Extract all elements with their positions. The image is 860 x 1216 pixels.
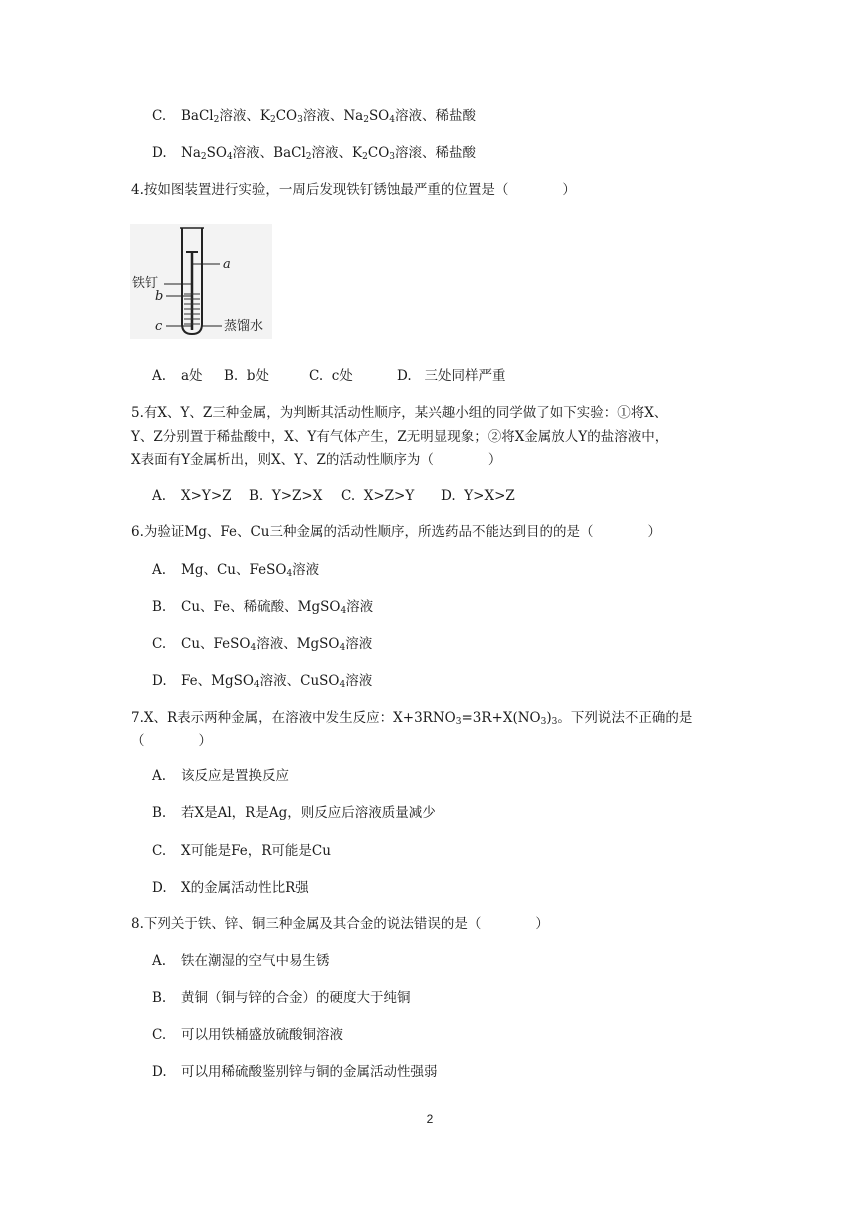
q8-stem: 8.下列关于铁、锌、铜三种金属及其合金的说法错误的是（ ） (131, 916, 549, 932)
q6-option-d: D. Fe、MgSO$_4$溶液、CuSO$_4$溶液 (152, 673, 373, 690)
q5-options (152, 486, 515, 506)
q5-stem-line-1: 5.有X、Y、Z三种金属，为判断其活动性顺序，某兴趣小组的同学做了如下实验：①将X、 (131, 405, 668, 421)
label-nail: 铁钉 (132, 276, 159, 291)
q7-option-a: A. 该反应是置换反应 (152, 768, 289, 784)
q5-option-c: C. X>Z>Y (341, 488, 415, 504)
q4-option-a: A. a处 (152, 368, 203, 384)
q7-option-b: B. 若X是Al，R是Ag，则反应后溶液质量减少 (152, 805, 436, 821)
q5-stem-line-3: X表面有Y金属析出，则X、Y、Z的活动性顺序为（ ） (131, 452, 502, 468)
q7-stem-line-1: 7.X、R表示两种金属，在溶液中发生反应：$X+3RNO_3=3R+X(NO_3)_3$。下列说法不正确的是 (131, 710, 693, 727)
q8-option-c: C. 可以用铁桶盛放硫酸铜溶液 (152, 1027, 343, 1043)
q6-option-b: B. Cu、Fe、稀硫酸、MgSO$_4$溶液 (152, 599, 374, 616)
label-a: a (223, 257, 231, 272)
q8-option-b: B. 黄铜（铜与锌的合金）的硬度大于纯铜 (152, 990, 411, 1006)
q4-option-d: D. 三处同样严重 (397, 368, 506, 384)
page-number: 2 (426, 1112, 434, 1126)
label-c: c (155, 319, 163, 334)
test-tube-diagram (130, 224, 272, 339)
q4-option-b: B. b处 (224, 368, 269, 384)
q4-stem: 4.按如图装置进行实验，一周后发现铁钉锈蚀最严重的位置是（ ） (131, 182, 576, 198)
test-tube-figure (130, 224, 272, 339)
q4-option-c: C. c处 (309, 368, 353, 384)
q7-option-c: C. X可能是Fe，R可能是Cu (152, 843, 331, 859)
q8-option-d: D. 可以用稀硫酸鉴别锌与铜的金属活动性强弱 (152, 1064, 438, 1080)
q6-option-a: A. Mg、Cu、FeSO$_4$溶液 (152, 562, 320, 579)
q6-stem: 6.为验证Mg、Fe、Cu三种金属的活动性顺序，所选药品不能达到目的的是（ ） (131, 524, 661, 540)
q5-option-d: D. Y>X>Z (441, 488, 515, 504)
q5-option-b: B. Y>Z>X (249, 488, 323, 504)
q8-option-a: A. 铁在潮湿的空气中易生锈 (152, 953, 330, 969)
water-level (184, 294, 200, 324)
q5-stem-line-2: Y、Z分别置于稀盐酸中，X、Y有气体产生，Z无明显现象；②将X金属放人Y的盐溶液中， (131, 429, 669, 445)
q7-stem-line-2: （ ） (131, 733, 212, 749)
q3-option-c: C. BaCl$_2$溶液、$K_2CO_3$溶液、$Na_2SO_4$溶液、稀盐酸 (152, 108, 476, 125)
label-b: b (155, 289, 164, 304)
q6-option-c: C. Cu、FeSO$_4$溶液、MgSO$_4$溶液 (152, 636, 373, 653)
q5-option-a: A. X>Y>Z (152, 488, 232, 504)
q7-option-d: D. X的金属活动性比R强 (152, 880, 309, 896)
label-water: 蒸馏水 (224, 319, 264, 334)
q4-options (152, 366, 506, 386)
q3-option-d: D. $Na_2SO_4$溶液、BaCl$_2$溶液、$K_2CO_3$溶滚、稀盐酸 (152, 145, 476, 162)
